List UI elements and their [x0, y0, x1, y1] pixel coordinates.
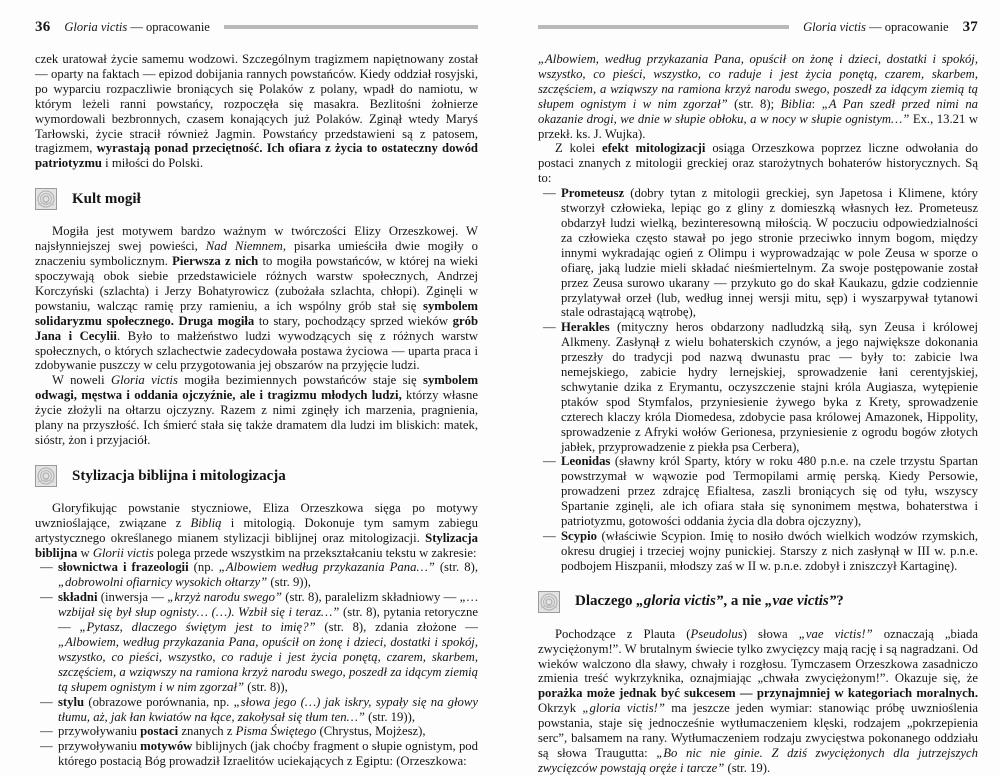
text-segment: (właściwie Scypion. Imię to nosiło dwóch wielkich wodzów rzymskich, okresu drugiej i trzeciej wojny punickiej. Starszy z nich zasłynął w III w. p.n.e. podbojem Hiszpanii, młodszy zaś w II w. p.n.e. zdobył i zniszczył Kartaginę). [561, 529, 978, 573]
text-segment: Gloryfikując powstanie styczniowe, Eliza Orzeszkowa sięga po motywy uwznioślające, związane z [35, 500, 478, 530]
text-segment: symbolem solidaryzmu społecznego. Druga mogiła [35, 298, 478, 328]
section-heading [35, 465, 478, 487]
text-segment: oznaczają „biada zwyciężonym!”. W brutalnym świecie tylko zwycięzcy mają rację i są nagradzani. Od wieków walczono dla sławy, chwały i rozgłosu. Tymczasem Orzeszkowa zasadniczo zmienia treść wykrzyknika, oznajmiając „chwała zwyciężonym!”. Okazuje się, że [538, 626, 978, 686]
text-segment: Pseudolus [690, 626, 743, 641]
text-segment: : [811, 96, 822, 111]
section-rosette-icon [35, 188, 57, 210]
text-segment: Gloria victis [110, 373, 178, 388]
section-heading-text [72, 191, 141, 208]
text-segment: (str. 19)), [364, 709, 415, 724]
text-segment: ma jeszcze jeden wymiar: stanowiąc próbę uwznioślenia powstania, staje się jednocześnie wytłumaczeniem klęski, rodzajem „pokrzepienia serc”, balsamem na rany. Wytłumaczeniem rodzaju zwycięstwa pokonanego oddziału są słowa Traugutta: [538, 701, 978, 760]
list-dash: — [543, 320, 556, 335]
section-heading-text [575, 593, 844, 610]
text-segment: Scypio [561, 529, 597, 543]
text-segment: „vae victis” [764, 593, 837, 610]
section-heading-text [72, 468, 286, 485]
list-dash: — [543, 186, 556, 201]
text-segment: Stylizacja biblijna [35, 530, 478, 560]
text-segment: Herakles [561, 320, 610, 335]
text-segment: Kult mogił [72, 191, 141, 207]
list-dash: — [40, 590, 53, 605]
list-item-text [561, 320, 978, 453]
page-header-right [538, 18, 978, 36]
text-segment: „dobrowolni ofiarnicy wysokich ołtarzy” [58, 575, 268, 590]
text-segment: postaci [140, 724, 179, 739]
text-segment: wyrastają ponad przeciętność. Ich ofiara z życia to ostateczny dowód patriotyzmu [35, 141, 478, 171]
text-segment: (dobry tytan z mitologii greckiej, syn Japetosa i Klimene, który stworzył człowieka, lepiąc go z gliny z domieszką własnych łez. Prometeusz obdarzył ludzi wielką, bezinteresowną miłością. W poczuciu odpowiedzialności za człowieka często stawał po jego stronie przeciwko innym bogom, między innymi wykradając ogień z Olimpu i wyprowadzając w pole Zeusa w sporze o ofiarę, jaką ludzie mieli składać nieśmiertelnym. Za swoje postępowanie został przez Zeusa surowo ukarany — przykuto go do skał Kaukazu, gdzie codziennie przylatywał orzeł (lub, według innej wersji mitu, sęp) i wyszarpywał tytanowi stale odrastającą wątrobę), [561, 186, 978, 320]
text-segment: (sławny król Sparty, który w roku 480 p.n.e. na czele trzystu Spartan powstrzymał w wąwozie pod Termopilami armię perską. Kiedy Persowie, prowadzeni przez zdrajcę Efialtesa, zaszli broniących się od tyłu, wszyscy Spartanie zginęli, ale ich ofiara stała się synonimem męstwa, bohaterstwa i patriotyzmu, gotowości oddania życia dla dobra ojczyzny), [561, 454, 978, 529]
list-item [538, 186, 978, 320]
text-segment: Pochodzące z Plauta ( [555, 626, 691, 641]
section-rosette-icon [538, 591, 560, 613]
text-segment: porażka może jednak być sukcesem — przynajmniej w kategoriach moralnych. [538, 686, 978, 701]
header-rule [538, 25, 789, 29]
text-segment: osiąga Orzeszkowa poprzez liczne odwołania do postaci znanych z mitologii greckiej oraz starożytnych bohaterów historycznych. Są to: [538, 141, 978, 186]
list-dash: — [40, 739, 53, 754]
running-title-italic: Gloria victis [803, 19, 866, 34]
paragraph [538, 141, 978, 186]
list-item [35, 560, 478, 590]
paragraph [538, 52, 978, 141]
list-dash: — [40, 694, 53, 709]
text-segment: to stary, pochodzący sprzed wieków [254, 313, 453, 328]
paragraph [35, 52, 478, 171]
list-dash: — [543, 529, 556, 543]
page-header-left [35, 18, 478, 36]
page-body-right [538, 52, 978, 776]
page-37 [538, 18, 978, 776]
text-segment: w [77, 545, 93, 560]
text-segment: biblijnych (jak choćby fragment o słupie ognistym, pod którego postacią Bóg prowadził Izraelitów uciekających z Egiptu: (Orzeszkowa: [58, 739, 478, 769]
text-segment: „słowa jego (…) jak iskry, sypały się na głowy tłumu, aż, jak łan kwiatów na łące, zakołysał się tłum ten…” [58, 694, 478, 724]
list-item [538, 529, 978, 574]
text-segment: ) słowa [742, 626, 799, 641]
text-segment: „Bo nic nie ginie. Z dziś zwyciężonych dla jutrzejszych zwycięzców powstają oręże i tarcze” [538, 745, 978, 775]
text-segment: polega przede wszystkim na przekształcaniu tekstu w zakresie: [153, 545, 477, 560]
running-title-rest: — opracowanie [127, 19, 210, 34]
text-segment: (str. 8), [434, 560, 478, 575]
text-segment: (mityczny heros obdarzony nadludzką siłą, syn Zeusa i królowej Alkmeny. Zasłynął z wielu bohaterskich czynów, a jego największe dokonania przeszły do tradycji pod nazwą dwunastu prac — były to: zabicie lwa nemejskiego, zabicie hydry lernejskiej, sprowadzenie łani cerentyjskiej, schwytanie dzika z Erymantu, oczyszczenie stajni króla Augiasza, wytępienie ptaków spod Stymfalos, przyniesienie żywego byka z Krety, sprowadzenie czterech klaczy króla Diomedesa, zdobycie pasa królowej Amazonek, Hippolity, sprowadzenie z Afryki wołów Gerionesa, przyniesienie z ogrodu bogów złotych jabłek, przyprowadzenie z piekła psa Cerbera), [561, 320, 978, 454]
text-segment: to mogiła powstańców, w której na wieki spoczywają obok siebie przedstawiciele różnych warstw społecznych, Andrzej Korczyński (szlachta) i Jerzy Bohatyrowicz (zubożała szlachta, chłopi). Zginęli w powstaniu, walcząc ramię przy ramieniu, a ich wspólny grób stał się [35, 254, 478, 313]
text-segment: „…wzbijał się był słup ognisty… (…). Wzbił się i teraz…” [58, 590, 478, 620]
page-36 [35, 18, 478, 776]
text-segment: którzy własne życie złożyli na ołtarzu ojczyzny. Razem z nimi zginęły ich marzenia, pragnienia, plany na przyszłość. Ich śmierć stała się także dramatem dla ludzi im bliskich: matek, sióstr, żon i przyjaciół. [35, 388, 478, 447]
text-segment: i mitologią. Dokonuje tym samym zabiegu artystycznego określanego mianem stylizacji biblijnej oraz mitologizacji. [35, 515, 478, 545]
text-segment: , a nie [723, 593, 765, 610]
text-segment: (str. 8)), [244, 679, 288, 694]
text-segment: przywoływaniu [58, 724, 141, 739]
list-item [538, 320, 978, 454]
text-segment: (obrazowe porównania, np. [84, 694, 234, 709]
text-segment: i miłości do Polski. [101, 156, 204, 171]
text-segment: Prometeusz [561, 186, 625, 201]
list-item [35, 724, 478, 739]
running-title-italic: Gloria victis [64, 19, 128, 34]
list-item-text [58, 695, 478, 724]
text-segment: (str. 8), zdania złożone — [315, 620, 478, 635]
text-segment: motywów [140, 739, 193, 754]
text-segment: (str. 8), paralelizm składniowy — [282, 590, 460, 605]
text-segment: (str. 8); [727, 96, 781, 111]
list-item-text [561, 186, 978, 319]
section-heading [538, 591, 978, 613]
list-dash: — [543, 454, 556, 469]
text-segment: Nad Niemnem [205, 239, 283, 254]
list-item-text [58, 739, 478, 768]
text-segment: Pierwsza z nich [172, 254, 259, 269]
page-number: 37 [962, 18, 978, 35]
list-item-text [561, 454, 978, 528]
text-segment: „krzyż narodu swego” [167, 590, 282, 605]
text-segment: „gloria victis” [636, 593, 724, 610]
paragraph [35, 224, 478, 373]
page-body-left [35, 52, 478, 769]
text-segment: . Było to małżeństwo ludzi wywodzących się z różnych warstw społecznych, o których szlachectwie zadecydowała postawa życiowa — uparta praca i zdobywanie puszczy w celu przygotowania jej obszarów na przyjęcie ludzi. [35, 328, 478, 373]
list-item [35, 739, 478, 769]
section-rosette-icon [35, 465, 57, 487]
text-segment: „Albowiem, według przykazania Pana, opuścił on żonę i dzieci, dostatki i spokój, wszystko, co pieści, wszystko, co raduje i jest życia ponętą, czarem, skarbem, szczęściem, a wziąwszy na ramiona krzyż narodu swego, poszedł za idącym ziemią tą słupem ognistym i w nim zgorzał” [58, 635, 478, 694]
text-segment: czek uratował życie samemu wodzowi. Szczególnym tragizmem napiętnowany został — oparty na faktach — epizod dobijania rannych powstańców. Kiedy oddział rosyjski, po wyparciu rozpaczliwie broniących się Polaków z polany, wpadł do namiotu, w którym leżeli ranni powstańcy, rozpoczęła się masakra. Bezlitośni żołnierze wymordowali bezbronnych, czasem konających już Polaków. Zginął wtedy Maryś Tarłowski, życie stracił również Jagmin. Powstańcy przedstawieni są z patosem, tragizmem, [35, 52, 478, 156]
text-segment: (Chrystus, Mojżesz), [316, 724, 426, 739]
text-segment: (str. 9)), [267, 575, 311, 590]
text-segment: Stylizacja biblijna i mitologizacja [72, 467, 286, 484]
list-item-text [561, 529, 978, 573]
text-segment: Z kolei [555, 141, 602, 156]
page-number: 36 [35, 18, 51, 35]
text-segment: stylu [58, 694, 85, 709]
text-segment: (str. 19). [724, 760, 771, 775]
text-segment: znanych z [178, 724, 236, 739]
text-segment: Pisma Świętego [235, 724, 317, 739]
text-segment: mogiła bezimiennych powstańców staje się [177, 373, 424, 388]
text-segment: składni [58, 590, 98, 605]
list-item-text [58, 590, 478, 693]
list-dash: — [40, 560, 53, 575]
text-segment: przywoływaniu [58, 739, 141, 754]
list-item [35, 695, 478, 725]
text-segment: grób Jana i Cecylii [35, 313, 478, 343]
text-segment: Biblią [190, 515, 222, 530]
text-segment: , pisarka umieściła dwie mogiły o znaczeniu symbolicznym. [35, 239, 478, 269]
text-segment: (np. [188, 560, 219, 575]
text-segment: Leonidas [561, 454, 611, 469]
list-item-text [58, 560, 478, 589]
text-segment: Glorii victis [92, 545, 154, 560]
text-segment: (str. 8), pytania retoryczne — [58, 605, 478, 635]
paragraph [35, 373, 478, 448]
text-segment: symbolem odwagi, męstwa i oddania ojczyźnie, ale i tragizmu młodych ludzi, [35, 373, 479, 403]
text-segment: Ex., 13.21 w przekł. ks. J. Wujka). [538, 111, 978, 141]
text-segment: Dlaczego [575, 593, 637, 610]
text-segment: słownictwa i frazeologii [58, 560, 189, 575]
text-segment: „gloria victis!” [582, 701, 665, 716]
paragraph [35, 501, 478, 561]
text-segment: ? [836, 593, 844, 610]
text-segment: Biblia [780, 96, 812, 111]
running-title-rest: — opracowanie [865, 19, 949, 34]
list-item-text [58, 724, 426, 738]
running-title [64, 20, 209, 35]
section-heading [35, 188, 478, 210]
header-rule [224, 25, 478, 29]
text-segment: Okrzyk [538, 701, 583, 716]
paragraph [538, 627, 978, 776]
text-segment: „vae victis!” [798, 626, 873, 641]
list-item [35, 590, 478, 694]
list-dash: — [40, 724, 53, 739]
text-segment: Mogiła jest motywem bardzo ważnym w twórczości Elizy Orzeszkowej. W najsłynniejszej swej powieści, [35, 224, 478, 254]
text-segment: „Albowiem według przykazania Pana…” [218, 560, 435, 575]
text-segment: (inwersja — [97, 590, 168, 605]
list-item [538, 454, 978, 529]
text-segment: „A Pan szedł przed nimi na okazanie drogi, we dnie w słupie obłoku, a w nocy w słupie ognistym…” [538, 96, 979, 126]
running-title [803, 20, 948, 35]
text-segment: W noweli [52, 373, 111, 388]
text-segment: „Albowiem, według przykazania Pana, opuścił on żonę i dzieci, dostatki i spokój, wszystko, co pieści, wszystko, co raduje i jest życia ponętą, czarem, skarbem, szczęściem, a wziąwszy na ramiona krzyż narodu swego, poszedł za idącym ziemią tą słupem ognistym i w nim zgorzał” [538, 52, 978, 111]
text-segment: efekt mitologizacji [601, 141, 706, 156]
text-segment: „Pytasz, dlaczego świętym jest to imię?” [79, 620, 316, 635]
